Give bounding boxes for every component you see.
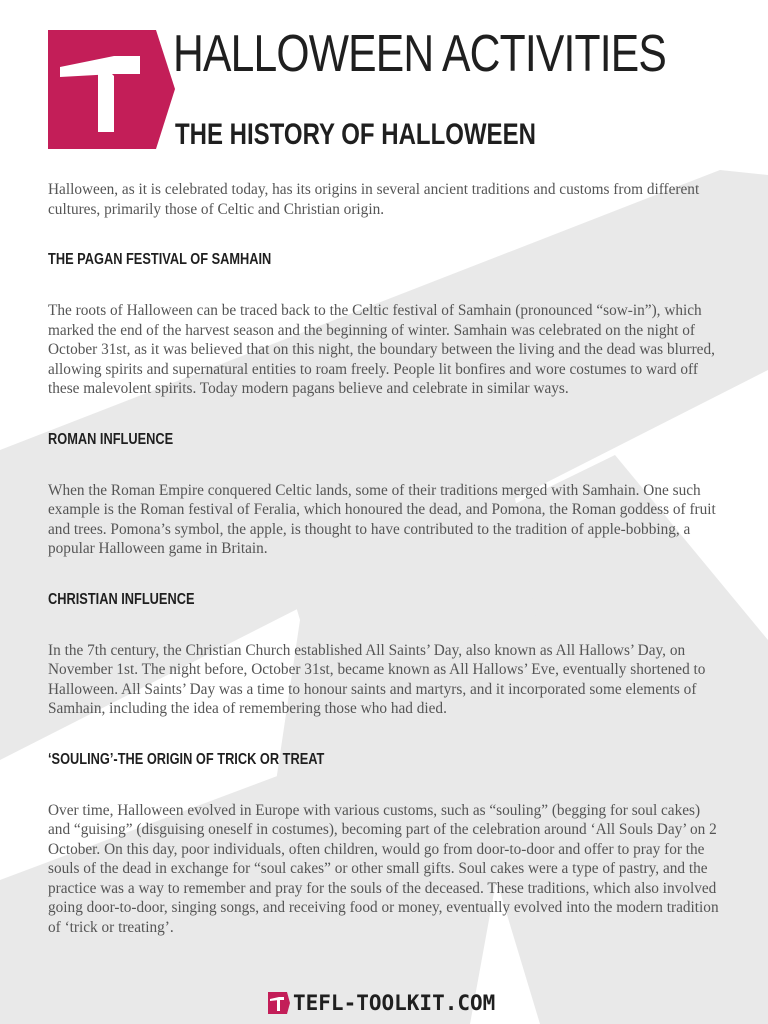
section-heading-souling: ‘SOULING’-THE ORIGIN OF TRICK OR TREAT — [48, 750, 325, 768]
section-heading-roman: ROMAN INFLUENCE — [48, 430, 174, 448]
section-body-samhain: The roots of Halloween can be traced back to the Celtic festival of Samhain (pronounced “sow-in”), which marked the end of the harvest season and the beginning of winter. Samhain was celebrated on the night of October 31st, as it was believed that on this night, the boundary between the living and the dead was blurred, allowing spirits and supernatural entities to roam freely. People lit bonfires and wore costumes to ward off these malevolent spirits. Today modern pagans believe and celebrate in similar ways. — [48, 302, 715, 397]
section-heading-samhain: THE PAGAN FESTIVAL OF SAMHAIN — [48, 251, 272, 268]
page-title: HALLOWEEN ACTIVITIES — [173, 25, 667, 83]
hammer-t-logo-small-icon — [268, 992, 290, 1014]
section-body-christian: In the 7th century, the Christian Church established All Saints’ Day, also known as All Hallows’ Day, on November 1st. The night before, October 31st, became known as All Hallows’ Eve, eventually shortened to Halloween. All Saints’ Day was a time to honour saints and martyrs, and it incorporated some elements of Samhain, including the idea of remembering those who had died. — [48, 641, 706, 717]
intro-paragraph: Halloween, as it is celebrated today, has its origins in several ancient traditions and customs from different cultures, primarily those of Celtic and Christian origin. — [48, 181, 700, 218]
section-heading-christian: CHRISTIAN INFLUENCE — [48, 590, 195, 608]
section-body-roman: When the Roman Empire conquered Celtic lands, some of their traditions merged with Samhain. One such example is the Roman festival of Feralia, which honoured the dead, and Pomona, the Roman goddess of fruit and trees. Pomona’s symbol, the apple, is thought to have contributed to the tradition of apple-bobbing, a popular Halloween game in Britain. — [48, 481, 716, 557]
section-body-souling: Over time, Halloween evolved in Europe with various customs, such as “souling” (begging for soul cakes) and “guising” (disguising oneself in costumes), becoming part of the celebration around ‘All Souls Day’ on 2 October. On this day, poor individuals, often children, would go from door-to-door and offer to pray for the souls of the dead in exchange for “soul cakes” or other small gifts. Soul cakes were a type of pastry, and the practice was a way to remember and pray for the souls of the deceased. These traditions, which also involved going door-to-door, singing songs, and receiving food or money, eventually evolved into the modern tradition of ‘trick or treating’. — [48, 801, 719, 936]
footer-site-link[interactable]: TEFL-TOOLKIT.COM — [293, 991, 496, 1015]
hammer-t-logo-icon — [48, 30, 175, 149]
article-body — [48, 180, 724, 937]
page-subtitle: THE HISTORY OF HALLOWEEN — [175, 118, 536, 151]
footer-brand — [268, 990, 495, 1016]
